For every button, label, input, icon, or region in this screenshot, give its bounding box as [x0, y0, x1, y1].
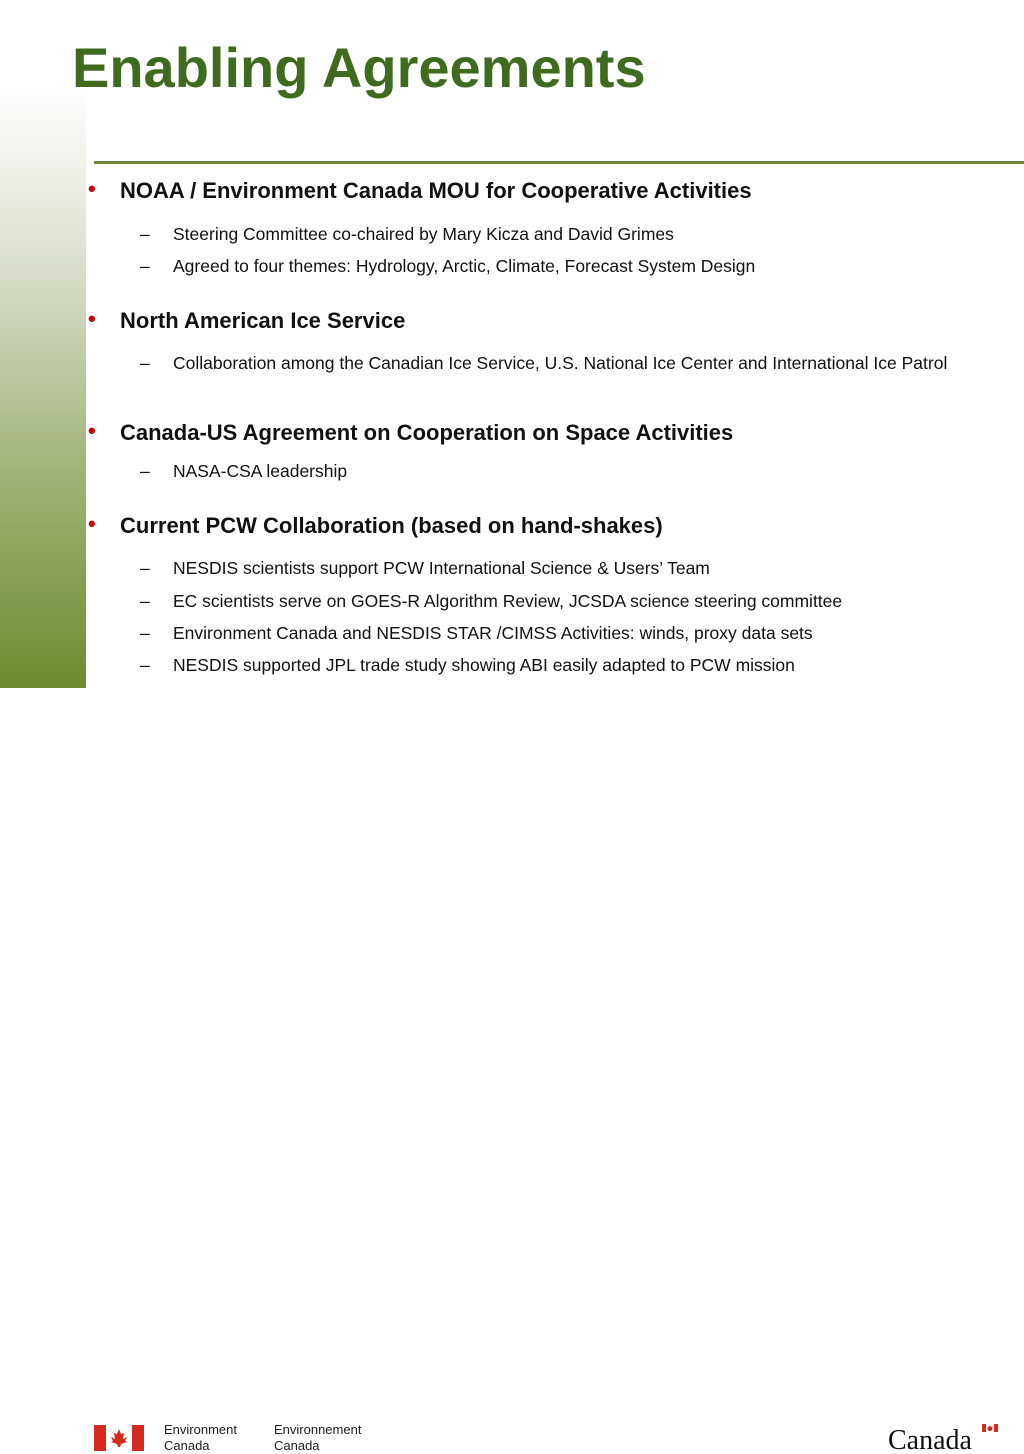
sub-item [140, 254, 1000, 278]
canada-wordmark-logo [888, 1422, 1000, 1454]
bullet-text: Canada-US Agreement on Cooperation on Space Activities [120, 420, 734, 445]
sub-text: Collaboration among the Canadian Ice Service, U.S. National Ice Center and International Ice Patrol [173, 353, 948, 373]
dept-name-en [164, 1422, 237, 1454]
sub-item [140, 589, 1000, 613]
sub-text: Agreed to four themes: Hydrology, Arctic, Climate, Forecast System Design [173, 256, 756, 276]
sub-dash: – [140, 353, 150, 373]
dept-fr-line1: Environnement [274, 1422, 362, 1437]
sub-text: Steering Committee co-chaired by Mary Kicza and David Grimes [173, 224, 674, 244]
dept-en-line1: Environment [164, 1422, 237, 1437]
sub-dash: – [140, 591, 150, 611]
sub-dash: – [140, 558, 150, 578]
sub-text: NASA-CSA leadership [173, 461, 348, 481]
sub-item [140, 621, 1000, 645]
sub-dash: – [140, 256, 150, 276]
sub-item [140, 556, 1000, 580]
bullet-dot: • [88, 418, 96, 443]
bullet-dot: • [88, 511, 96, 536]
sub-dash: – [140, 623, 150, 643]
slide-title: Enabling Agreements [72, 36, 646, 99]
bullet-text: NOAA / Environment Canada MOU for Cooperative Activities [120, 178, 752, 203]
sub-item [140, 459, 1000, 483]
sub-dash: – [140, 655, 150, 675]
wordmark-text: Canada [888, 1425, 972, 1454]
sub-text: NESDIS supported JPL trade study showing ABI easily adapted to PCW mission [173, 655, 795, 675]
sub-item [140, 222, 1000, 246]
sub-text: EC scientists serve on GOES-R Algorithm Review, JCSDA science steering committee [173, 591, 843, 611]
sub-text: Environment Canada and NESDIS STAR /CIMSS Activities: winds, proxy data sets [173, 623, 813, 643]
sub-dash: – [140, 224, 150, 244]
slide-footer [0, 700, 1024, 1454]
sub-dash: – [140, 461, 150, 481]
bullet-text: Current PCW Collaboration (based on hand-shakes) [120, 513, 663, 538]
dept-en-line2: Canada [164, 1438, 210, 1453]
dept-name-fr [274, 1422, 361, 1454]
slide-content [0, 0, 1024, 700]
sub-item [140, 653, 1000, 677]
bullet-dot: • [88, 176, 96, 201]
canada-flag-icon [94, 1425, 144, 1451]
bullet-text: North American Ice Service [120, 308, 406, 333]
bullet-dot: • [88, 306, 96, 331]
sub-item [140, 351, 1000, 375]
sub-text: NESDIS scientists support PCW International Science & Users’ Team [173, 558, 710, 578]
dept-fr-line2: Canada [274, 1438, 320, 1453]
